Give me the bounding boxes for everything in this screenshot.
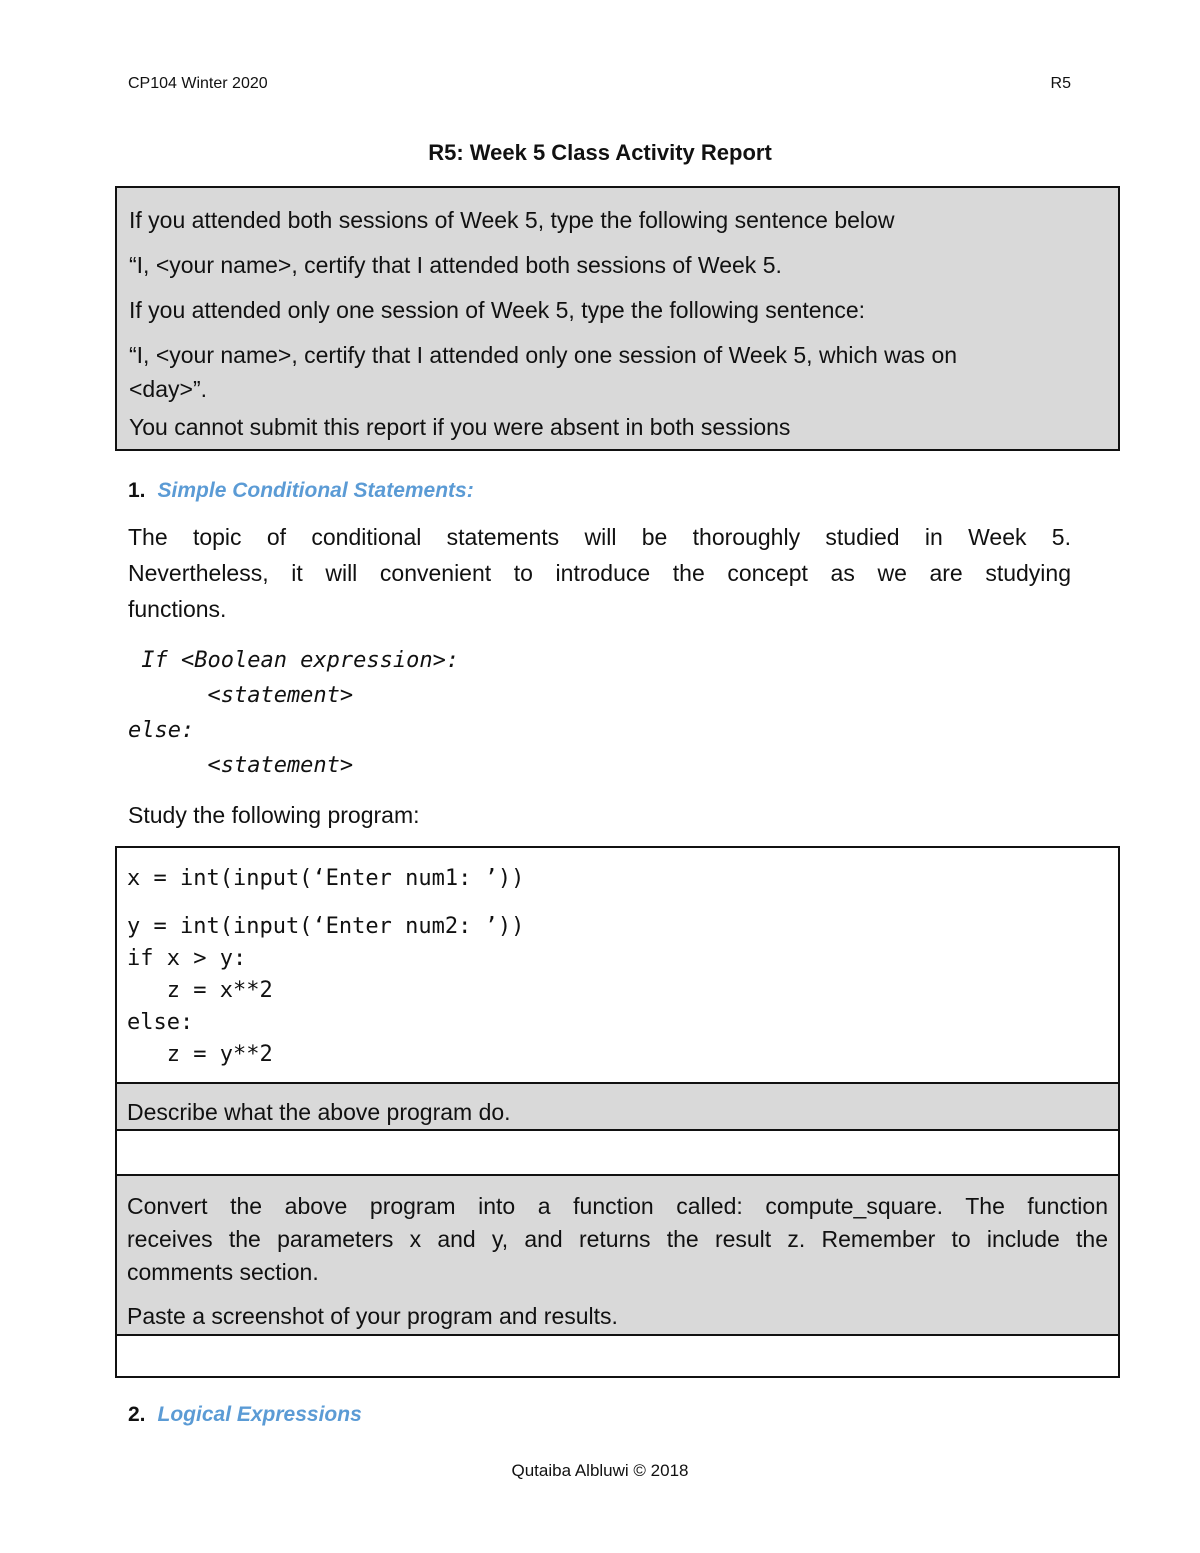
page-title: R5: Week 5 Class Activity Report [428,140,772,165]
code-block [117,848,1118,1097]
section-1-paragraph [128,519,1071,627]
paragraph-line: Nevertheless, it will convenient to introduce the concept as we are studying [128,560,1071,586]
attendance-line-part: “I, <your name>, certify that I attended only one session of Week 5, which was on [129,342,958,368]
syntax-line: If <Boolean expression>: [128,648,460,673]
question-line: comments section. [127,1259,319,1285]
question-line: receives the parameters x and y, and returns the result z. Remember to include the [127,1226,1108,1252]
section-number: 2. [128,1403,146,1426]
section-2-heading [128,1403,362,1427]
program-table [115,846,1120,1378]
attendance-line [129,338,1106,406]
code-line: z = x**2 [127,978,273,1003]
footer: Qutaiba Albluwi © 2018 [511,1461,689,1480]
code-line: y = int(input(‘Enter num2: ’)) [127,914,525,939]
question-convert [117,1174,1118,1334]
attendance-line: “I, <your name>, certify that I attended both sessions of Week 5. [129,252,782,278]
code-line: if x > y: [127,946,247,971]
attendance-line: If you attended both sessions of Week 5, type the following sentence below [129,207,895,233]
paragraph-line: The topic of conditional statements will be thoroughly studied in Week 5. [128,524,1071,550]
attendance-line-part: <day>”. [129,376,207,402]
code-line: else: [127,1010,194,1035]
section-title: Logical Expressions [157,1403,362,1426]
section-title: Simple Conditional Statements: [157,479,474,502]
header-code: R5 [1050,75,1071,92]
answer-field-convert[interactable] [117,1334,1118,1378]
header-course: CP104 Winter 2020 [128,75,268,92]
section-1-heading [128,479,474,503]
question-line: Paste a screenshot of your program and results. [127,1303,618,1329]
question-line: Convert the above program into a function called: compute_square. The function [127,1193,1108,1219]
section-number: 1. [128,479,146,502]
code-line: z = y**2 [127,1042,273,1067]
answer-field-describe[interactable] [117,1129,1118,1174]
attendance-line: You cannot submit this report if you were absent in both sessions [129,414,791,440]
syntax-line: else: [128,718,195,743]
study-prompt: Study the following program: [128,802,420,828]
syntax-line: <statement> [128,683,354,708]
paragraph-line: functions. [128,596,227,622]
code-line: x = int(input(‘Enter num1: ’)) [127,866,525,891]
question-describe: Describe what the above program do. [117,1082,1118,1129]
attendance-line: If you attended only one session of Week 5, type the following sentence: [129,297,866,323]
syntax-line: <statement> [128,753,354,778]
attendance-box [115,186,1120,451]
syntax-block [128,643,459,783]
